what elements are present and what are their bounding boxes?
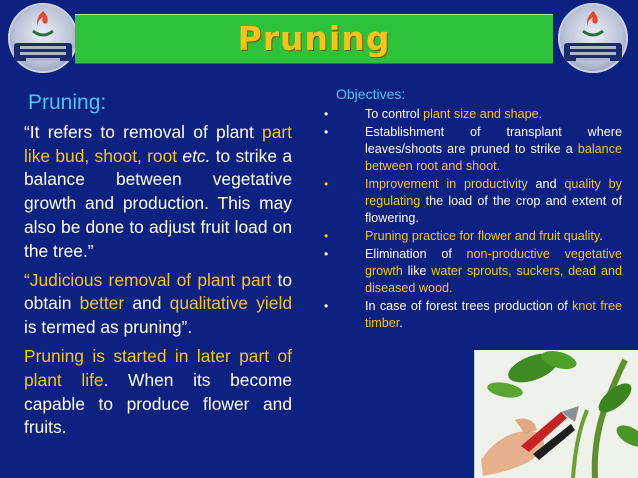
- slide-title: Pruning: [237, 19, 391, 58]
- objective-item: • Establishment of transplant where leaves/shoots are pruned to strike a balance between root and shoot.: [324, 125, 622, 173]
- logo-text-band: [14, 43, 72, 61]
- pruning-heading: Pruning:: [28, 91, 107, 114]
- judicious-removal-paragraph: “Judicious removal of plant part to obtain better and qualitative yield is termed as pruning”.: [24, 269, 293, 338]
- bullet-icon: •: [324, 177, 329, 191]
- logo-text-band: [564, 43, 622, 61]
- objective-item: • Improvement in productivity and quality by regulating the load of the crop and extent of flowering.: [324, 177, 622, 225]
- flame-emblem-icon: [29, 9, 57, 39]
- objectives-heading: Objectives:: [336, 86, 406, 102]
- objective-item: • Elimination of non-productive vegetative growth like water sprouts, suckers, dead and diseased wood.: [324, 247, 622, 295]
- bullet-icon: •: [324, 247, 329, 261]
- title-bar: [75, 14, 553, 64]
- objective-item: • To control plant size and shape.: [324, 107, 543, 121]
- university-logo-left: [8, 3, 78, 73]
- university-logo-right: [558, 3, 628, 73]
- objective-item: • Pruning practice for flower and fruit quality.: [324, 229, 603, 243]
- pruning-shears-plant-icon: [475, 350, 638, 478]
- objective-item: • In case of forest trees production of knot free timber.: [324, 299, 622, 330]
- bullet-icon: •: [324, 125, 329, 139]
- pruning-photo: [474, 350, 638, 478]
- flame-emblem-icon: [579, 9, 607, 39]
- bullet-icon: •: [324, 229, 329, 243]
- definition-paragraph: “It refers to removal of plant part like bud, shoot, root etc. to strike a balance between vegetative growth and production. This may also be done to adjust fruit load on the tree.”: [24, 121, 292, 261]
- definition-column: [24, 88, 292, 445]
- bullet-icon: •: [324, 107, 329, 121]
- timing-paragraph: Pruning is started in later part of plant life. When its become capable to produce flower and fruits.: [24, 345, 292, 438]
- bullet-icon: •: [324, 299, 329, 313]
- objectives-column: [322, 86, 622, 333]
